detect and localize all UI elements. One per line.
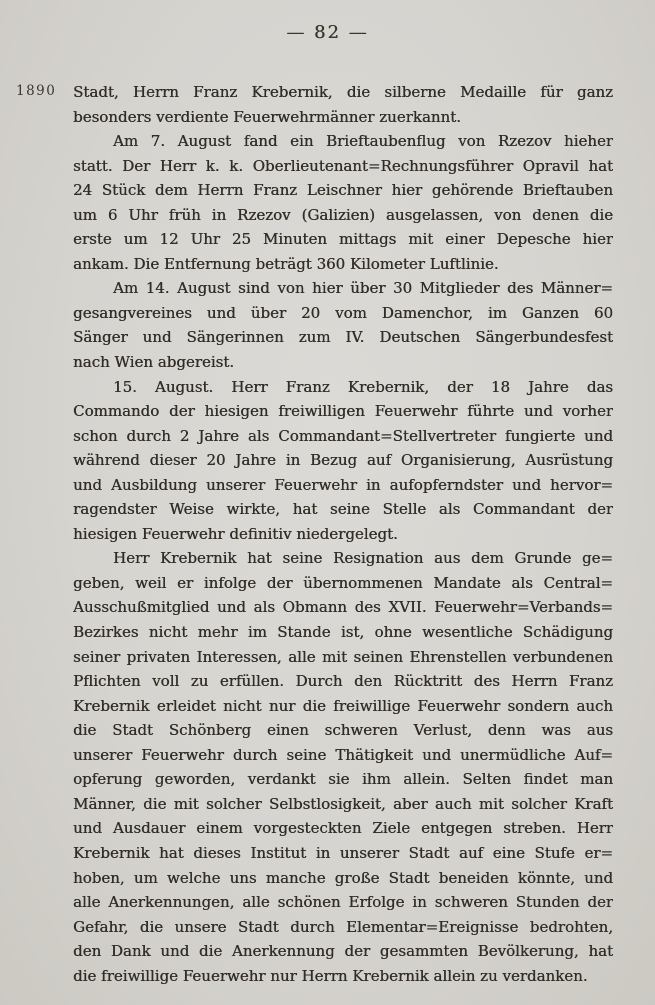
- text-line: um 6 Uhr früh in Rzezov (Galizien) ausgelassen, von denen die: [73, 205, 613, 224]
- text-line: hoben, um welche uns manche große Stadt beneiden könnte, und: [73, 868, 613, 887]
- paragraph: [73, 129, 613, 276]
- paragraph: [73, 80, 613, 129]
- text-line: schon durch 2 Jahre als Commandant=Stellvertreter fungierte und: [73, 426, 613, 445]
- text-line: die freiwillige Feuerwehr nur Herrn Krebernik allein zu verdanken.: [73, 966, 588, 985]
- text-line: und Ausdauer einem vorgesteckten Ziele entgegen streben. Herr: [73, 819, 613, 838]
- text-line: Stadt, Herrn Franz Krebernik, die silberne Medaille für ganz: [73, 83, 613, 101]
- text-line: hiesigen Feuerwehr definitiv niedergelegt.: [73, 524, 398, 543]
- text-line: Am 7. August fand ein Brieftaubenflug von Rzezov hieher: [113, 132, 613, 151]
- text-line: Bezirkes nicht mehr im Stande ist, ohne wesentliche Schädigung: [73, 623, 613, 642]
- text-line: nach Wien abgereist.: [73, 353, 235, 372]
- text-line: 24 Stück dem Herrn Franz Leischner hier gehörende Brieftauben: [73, 181, 613, 200]
- text-line: Krebernik hat dieses Institut in unserer Stadt auf eine Stufe er=: [73, 843, 613, 862]
- text-line: geben, weil er infolge der übernommenen Mandate als Central=: [73, 573, 613, 592]
- text-line: ragendster Weise wirkte, hat seine Stelle als Commandant der: [73, 500, 613, 519]
- text-line: erste um 12 Uhr 25 Minuten mittags mit einer Depesche hier: [73, 230, 613, 249]
- page-number: — 82 —: [286, 22, 369, 43]
- text-line: unserer Feuerwehr durch seine Thätigkeit und unermüdliche Auf=: [73, 745, 613, 764]
- text-line: ankam. Die Entfernung beträgt 360 Kilometer Luftlinie.: [73, 254, 499, 273]
- text-line: seiner privaten Interessen, alle mit seinen Ehrenstellen verbundenen: [73, 647, 613, 666]
- text-line: während dieser 20 Jahre in Bezug auf Organisierung, Ausrüstung: [73, 451, 613, 470]
- text-line: die Stadt Schönberg einen schweren Verlust, denn was aus: [73, 721, 613, 740]
- text-line: und Ausbildung unserer Feuerwehr in aufopferndster und hervor=: [73, 475, 613, 494]
- text-line: Am 14. August sind von hier über 30 Mitglieder des Männer=: [113, 279, 613, 298]
- text-line: gesangvereines und über 20 vom Damenchor, im Ganzen 60: [73, 303, 613, 322]
- text-line: statt. Der Herr k. k. Oberlieutenant=Rechnungsführer Opravil hat: [73, 156, 613, 175]
- text-line: besonders verdiente Feuerwehrmänner zuerkannt.: [73, 107, 461, 126]
- text-line: opferung geworden, verdankt sie ihm allein. Selten findet man: [73, 770, 613, 789]
- text-line: Commando der hiesigen freiwilligen Feuerwehr führte und vorher: [73, 402, 613, 421]
- text-line: Herr Krebernik hat seine Resignation aus dem Grunde ge=: [113, 549, 613, 568]
- text-line: Pflichten voll zu erfüllen. Durch den Rücktritt des Herrn Franz: [73, 672, 613, 691]
- text-block: [73, 80, 613, 988]
- text-line: Krebernik erleidet nicht nur die freiwillige Feuerwehr sondern auch: [73, 696, 613, 715]
- text-line: den Dank und die Anerkennung der gesammten Bevölkerung, hat: [73, 942, 613, 961]
- margin-year-label: 1890: [16, 83, 57, 99]
- text-line: alle Anerkennungen, alle schönen Erfolge in schweren Stunden der: [73, 893, 613, 912]
- text-line: 15. August. Herr Franz Krebernik, der 18 Jahre das: [113, 377, 613, 396]
- paragraph: [73, 276, 613, 374]
- text-line: Männer, die mit solcher Selbstlosigkeit, aber auch mit solcher Kraft: [73, 794, 613, 813]
- paragraph: [73, 375, 613, 547]
- text-line: Ausschußmitglied und als Obmann des XVII. Feuerwehr=Verbands=: [73, 598, 613, 617]
- text-line: Sänger und Sängerinnen zum IV. Deutschen Sängerbundesfest: [73, 328, 613, 347]
- paragraph: [73, 546, 613, 988]
- text-line: Gefahr, die unsere Stadt durch Elementar=Ereignisse bedrohten,: [73, 917, 613, 936]
